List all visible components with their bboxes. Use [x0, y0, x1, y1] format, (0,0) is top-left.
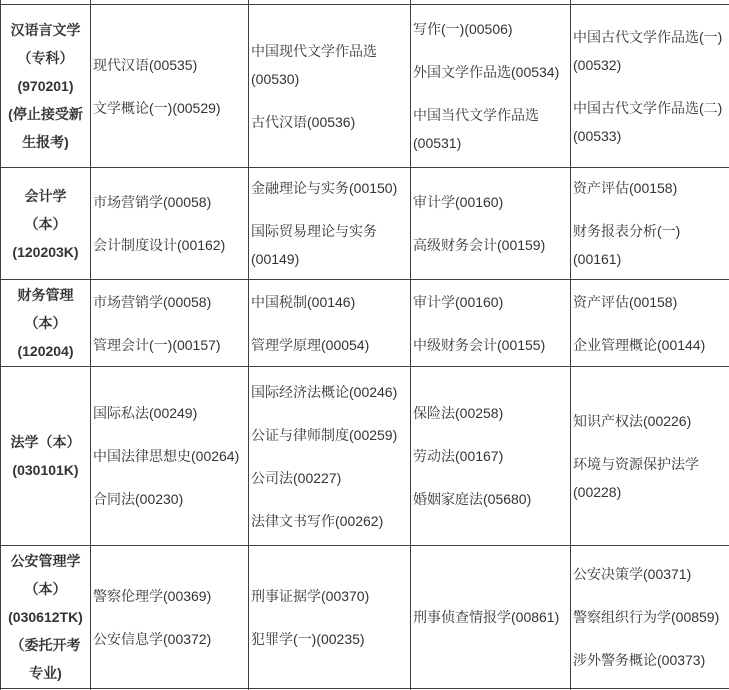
course-item: 中国法律思想史(00264) — [93, 448, 240, 464]
course-item: 国际贸易理论与实务(00149) — [251, 223, 377, 267]
course-item: 写作(一)(00506) — [413, 21, 513, 37]
course-item: 文学概论(一)(00529) — [93, 99, 221, 116]
course-cell — [249, 280, 411, 367]
course-cell — [571, 367, 729, 546]
table-row — [1, 5, 729, 168]
course-cell — [249, 546, 411, 689]
course-cell — [411, 367, 571, 546]
table-row — [1, 280, 729, 367]
major-code: (120204) — [17, 343, 74, 359]
course-item: 法律文书写作(00262) — [251, 512, 384, 529]
major-level: （本） — [24, 215, 67, 232]
major-code: (120203K) — [12, 243, 79, 260]
course-item: 外国文学作品选(00534) — [413, 64, 560, 80]
major-code: (970201) — [17, 78, 74, 94]
course-item: 资产评估(00158) — [573, 180, 678, 196]
major-code: (030101K) — [12, 462, 79, 478]
course-item: 中国当代文学作品选(00531) — [413, 107, 539, 151]
course-item: 金融理论与实务(00150) — [251, 180, 398, 196]
major-note: (停止接受新 — [8, 106, 83, 122]
course-item: 犯罪学(一)(00235) — [251, 630, 365, 647]
major-name: 会计学 — [24, 187, 67, 204]
course-item: 中国现代文学作品选(00530) — [251, 42, 377, 87]
course-item: 古代汉语(00536) — [251, 113, 356, 130]
course-item: 中国税制(00146) — [251, 293, 356, 310]
course-item: 国际经济法概论(00246) — [251, 383, 398, 400]
course-item: 警察组织行为学(00859) — [573, 609, 720, 625]
course-item: 合同法(00230) — [93, 491, 184, 507]
major-name: 法学（本） — [10, 434, 81, 450]
course-item: 知识产权法(00226) — [573, 412, 692, 429]
major-cell — [1, 5, 91, 168]
course-cell — [411, 168, 571, 280]
course-item: 刑事证据学(00370) — [251, 587, 370, 604]
course-cell — [411, 546, 571, 689]
course-item: 审计学(00160) — [413, 293, 504, 310]
major-cell — [1, 367, 91, 546]
course-item: 刑事侦查情报学(00861) — [413, 609, 560, 625]
course-item: 市场营销学(00058) — [93, 194, 212, 210]
major-note: 生报考) — [22, 134, 69, 150]
course-item: 中国古代文学作品选(一)(00532) — [573, 28, 723, 73]
major-note: （委托开考 — [10, 637, 81, 653]
major-name: 财务管理 — [17, 287, 74, 303]
major-level: （本） — [24, 315, 67, 331]
course-item: 公安决策学(00371) — [573, 566, 692, 582]
table-row — [1, 367, 729, 546]
course-cell — [571, 5, 729, 168]
major-cell — [1, 546, 91, 689]
course-item: 警察伦理学(00369) — [93, 587, 212, 604]
course-cell — [91, 5, 249, 168]
course-item: 公安信息学(00372) — [93, 630, 212, 647]
course-item: 企业管理概论(00144) — [573, 336, 706, 353]
course-cell — [91, 280, 249, 367]
course-item: 管理学原理(00054) — [251, 336, 370, 353]
course-cell — [249, 5, 411, 168]
table-row — [1, 168, 729, 280]
course-cell — [91, 546, 249, 689]
course-cell — [249, 168, 411, 280]
course-item: 国际私法(00249) — [93, 405, 198, 421]
table-row — [1, 546, 729, 689]
major-name: 汉语言文学 — [10, 22, 81, 38]
course-cell — [571, 168, 729, 280]
course-item: 涉外警务概论(00373) — [573, 652, 706, 668]
major-level: （专科） — [17, 50, 74, 66]
course-item: 环境与资源保护法学(00228) — [573, 455, 699, 500]
major-code: (030612TK) — [8, 609, 83, 625]
course-item: 审计学(00160) — [413, 194, 504, 210]
course-cell — [571, 280, 729, 367]
course-item: 保险法(00258) — [413, 405, 504, 421]
major-level: （本） — [24, 581, 67, 597]
course-item: 管理会计(一)(00157) — [93, 336, 221, 353]
course-item: 现代汉语(00535) — [93, 56, 198, 73]
course-item: 中国古代文学作品选(二)(00533) — [573, 99, 723, 144]
course-item: 会计制度设计(00162) — [93, 237, 226, 253]
course-item: 婚姻家庭法(05680) — [413, 491, 532, 507]
course-item: 高级财务会计(00159) — [413, 237, 546, 253]
course-cell — [91, 168, 249, 280]
course-cell — [571, 546, 729, 689]
course-cell — [411, 5, 571, 168]
course-item: 市场营销学(00058) — [93, 293, 212, 310]
major-name: 公安管理学 — [10, 553, 81, 569]
course-item: 公证与律师制度(00259) — [251, 426, 398, 443]
major-cell — [1, 280, 91, 367]
course-item: 资产评估(00158) — [573, 293, 678, 310]
major-note: 专业) — [29, 665, 62, 681]
course-item: 劳动法(00167) — [413, 448, 504, 464]
course-item: 中级财务会计(00155) — [413, 336, 546, 353]
course-cell — [91, 367, 249, 546]
course-item: 财务报表分析(一)(00161) — [573, 223, 681, 267]
course-cell — [411, 280, 571, 367]
course-cell — [249, 367, 411, 546]
course-item: 公司法(00227) — [251, 469, 342, 486]
major-cell — [1, 168, 91, 280]
